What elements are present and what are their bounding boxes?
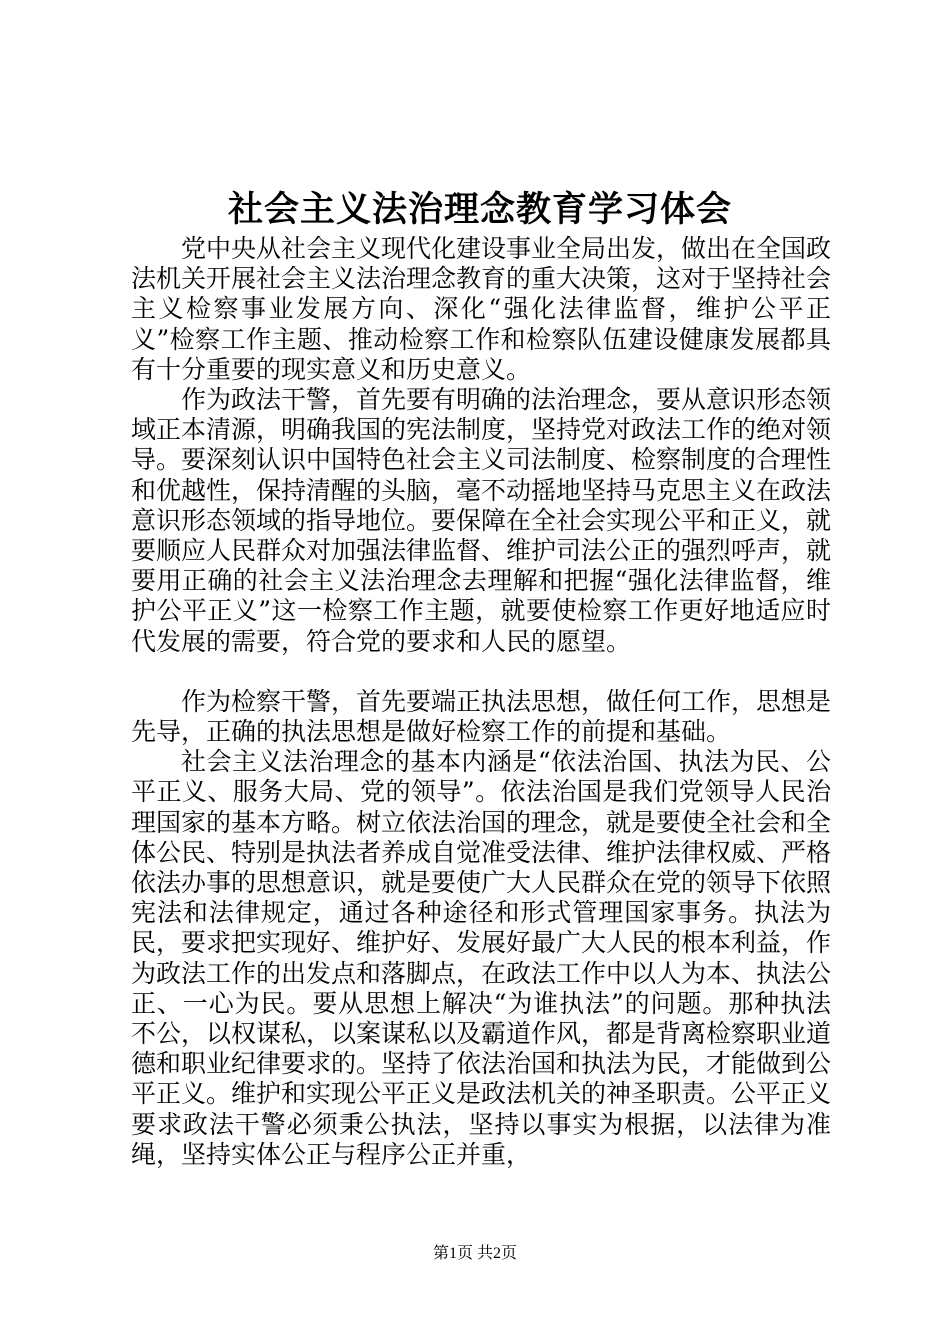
paragraph-3: 作为检察干警，首先要端正执法思想，做任何工作，思想是先导，正确的执法思想是做好检察工作的前提和基础。 (131, 686, 832, 747)
paragraph-1: 党中央从社会主义现代化建设事业全局出发，做出在全国政法机关开展社会主义法治理念教育的重大决策，这对于坚持社会主义检察事业发展方向、深化“强化法律监督，维护公平正义”检察工作主题、推动检察工作和检察队伍建设健康发展都具有十分重要的现实意义和历史意义。 (131, 234, 832, 384)
paragraph-4: 社会主义法治理念的基本内涵是“依法治国、执法为民、公平正义、服务大局、党的领导”。依法治国是我们党领导人民治理国家的基本方略。树立依法治国的理念，就是要使全社会和全体公民、特别是执法者养成自觉准受法律、维护法律权威、严格依法办事的思想意识，就是要使广大人民群众在党的领导下依照宪法和法律规定，通过各种途径和形式管理国家事务。执法为民，要求把实现好、维护好、发展好最广大人民的根本利益，作为政法工作的出发点和落脚点，在政法工作中以人为本、执法公正、一心为民。要从思想上解决“为谁执法”的问题。那种执法不公，以权谋私，以案谋私以及霸道作风，都是背离检察职业道德和职业纪律要求的。坚持了依法治国和执法为民，才能做到公平正义。维护和实现公平正义是政法机关的神圣职责。公平正义要求政法干警必须秉公执法，坚持以事实为根据，以法律为准绳，坚持实体公正与程序公正并重， (131, 747, 832, 1169)
page-footer (0, 1243, 950, 1265)
paragraph-2: 作为政法干警，首先要有明确的法治理念，要从意识形态领域正本清源，明确我国的宪法制度，坚持党对政法工作的绝对领导。要深刻认识中国特色社会主义司法制度、检察制度的合理性和优越性，保持清醒的头脑，毫不动摇地坚持马克思主义在政法意识形态领域的指导地位。要保障在全社会实现公平和正义，就要顺应人民群众对加强法律监督、维护司法公正的强烈呼声，就要用正确的社会主义法治理念去理解和把握“强化法律监督，维护公平正义”这一检察工作主题，就要使检察工作更好地适应时代发展的需要，符合党的要求和人民的愿望。 (131, 385, 832, 656)
document-title: 社会主义法治理念教育学习体会 (227, 189, 732, 230)
document-body (131, 234, 831, 1170)
page-number-label: 第1页 共2页 (432, 1245, 517, 1262)
